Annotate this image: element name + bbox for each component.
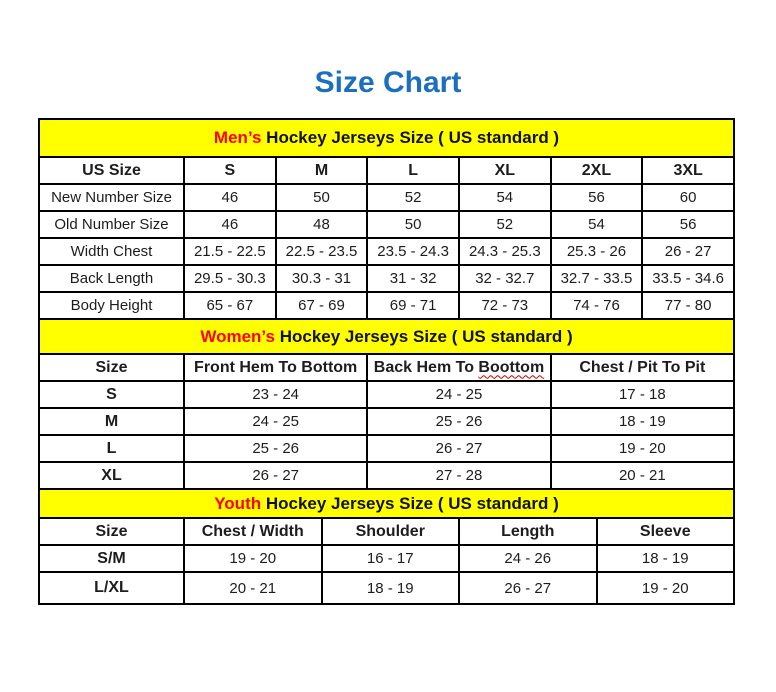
header-row bbox=[39, 518, 734, 545]
table-row bbox=[39, 292, 734, 319]
column-header: XL bbox=[459, 157, 551, 184]
value-cell: 30.3 - 31 bbox=[276, 265, 368, 292]
value-cell: 24 - 25 bbox=[184, 408, 367, 435]
value-cell: 26 - 27 bbox=[642, 238, 734, 265]
womens-banner bbox=[39, 319, 734, 354]
column-header: M bbox=[276, 157, 368, 184]
column-header: Shoulder bbox=[322, 518, 460, 545]
column-header: Chest / Pit To Pit bbox=[551, 354, 734, 381]
table-row bbox=[39, 265, 734, 292]
banner-text: Hockey Jerseys Size ( US standard ) bbox=[261, 493, 559, 513]
value-cell: 46 bbox=[184, 211, 276, 238]
banner-row bbox=[39, 319, 734, 354]
column-header: Sleeve bbox=[597, 518, 735, 545]
table-row bbox=[39, 435, 734, 462]
youth-banner bbox=[39, 489, 734, 518]
value-cell: 54 bbox=[459, 184, 551, 211]
table-row bbox=[39, 462, 734, 489]
column-header: 3XL bbox=[642, 157, 734, 184]
value-cell: 54 bbox=[551, 211, 643, 238]
row-label: New Number Size bbox=[39, 184, 184, 211]
value-cell: 18 - 19 bbox=[597, 545, 735, 572]
banner-highlight: Women’s bbox=[200, 326, 275, 346]
row-label: L bbox=[39, 435, 184, 462]
value-cell: 48 bbox=[276, 211, 368, 238]
column-header: Chest / Width bbox=[184, 518, 322, 545]
value-cell: 72 - 73 bbox=[459, 292, 551, 319]
value-cell: 26 - 27 bbox=[459, 572, 597, 604]
value-cell: 18 - 19 bbox=[322, 572, 460, 604]
table-row bbox=[39, 572, 734, 604]
value-cell: 19 - 20 bbox=[551, 435, 734, 462]
banner-highlight: Men’s bbox=[213, 128, 262, 147]
womens-table bbox=[38, 318, 735, 490]
row-label: S bbox=[39, 381, 184, 408]
column-header: L bbox=[367, 157, 459, 184]
value-cell: 22.5 - 23.5 bbox=[276, 238, 368, 265]
banner-highlight: Youth bbox=[214, 493, 262, 513]
value-cell: 20 - 21 bbox=[184, 572, 322, 604]
value-cell: 29.5 - 30.3 bbox=[184, 265, 276, 292]
value-cell: 23 - 24 bbox=[184, 381, 367, 408]
column-header: Back Hem To Boottom bbox=[367, 354, 550, 381]
value-cell: 24 - 25 bbox=[367, 381, 550, 408]
table-row bbox=[39, 545, 734, 572]
header-row bbox=[39, 354, 734, 381]
value-cell: 50 bbox=[367, 211, 459, 238]
youth-table bbox=[38, 488, 735, 605]
row-label: L/XL bbox=[39, 572, 184, 604]
value-cell: 20 - 21 bbox=[551, 462, 734, 489]
value-cell: 19 - 20 bbox=[597, 572, 735, 604]
column-header: US Size bbox=[39, 157, 184, 184]
value-cell: 60 bbox=[642, 184, 734, 211]
value-cell: 46 bbox=[184, 184, 276, 211]
value-cell: 32 - 32.7 bbox=[459, 265, 551, 292]
page-title: Size Chart bbox=[314, 66, 462, 99]
banner-text: Hockey Jerseys Size ( US standard ) bbox=[274, 326, 573, 346]
value-cell: 33.5 - 34.6 bbox=[642, 265, 734, 292]
value-cell: 32.7 - 33.5 bbox=[551, 265, 643, 292]
row-label: Back Length bbox=[39, 265, 184, 292]
column-header: Length bbox=[459, 518, 597, 545]
column-header: Size bbox=[39, 354, 184, 381]
column-header: Size bbox=[39, 518, 184, 545]
row-label: S/M bbox=[39, 545, 184, 572]
table-row bbox=[39, 408, 734, 435]
mens-banner bbox=[39, 119, 734, 157]
banner-row bbox=[39, 489, 734, 518]
value-cell: 18 - 19 bbox=[551, 408, 734, 435]
value-cell: 31 - 32 bbox=[367, 265, 459, 292]
row-label: Old Number Size bbox=[39, 211, 184, 238]
value-cell: 52 bbox=[459, 211, 551, 238]
value-cell: 25 - 26 bbox=[184, 435, 367, 462]
value-cell: 16 - 17 bbox=[322, 545, 460, 572]
value-cell: 56 bbox=[642, 211, 734, 238]
banner-row bbox=[39, 119, 734, 157]
value-cell: 19 - 20 bbox=[184, 545, 322, 572]
row-label: XL bbox=[39, 462, 184, 489]
value-cell: 69 - 71 bbox=[367, 292, 459, 319]
table-row bbox=[39, 211, 734, 238]
value-cell: 26 - 27 bbox=[367, 435, 550, 462]
column-header: S bbox=[184, 157, 276, 184]
value-cell: 21.5 - 22.5 bbox=[184, 238, 276, 265]
value-cell: 74 - 76 bbox=[551, 292, 643, 319]
value-cell: 67 - 69 bbox=[276, 292, 368, 319]
value-cell: 77 - 80 bbox=[642, 292, 734, 319]
value-cell: 56 bbox=[551, 184, 643, 211]
value-cell: 24.3 - 25.3 bbox=[459, 238, 551, 265]
row-label: Width Chest bbox=[39, 238, 184, 265]
value-cell: 27 - 28 bbox=[367, 462, 550, 489]
row-label: Body Height bbox=[39, 292, 184, 319]
column-header: Front Hem To Bottom bbox=[184, 354, 367, 381]
youth-size-section bbox=[38, 488, 735, 605]
value-cell: 23.5 - 24.3 bbox=[367, 238, 459, 265]
row-label: M bbox=[39, 408, 184, 435]
table-row bbox=[39, 381, 734, 408]
table-row bbox=[39, 238, 734, 265]
womens-size-section bbox=[38, 318, 735, 490]
value-cell: 24 - 26 bbox=[459, 545, 597, 572]
value-cell: 52 bbox=[367, 184, 459, 211]
misspelled-word: Boottom bbox=[478, 358, 545, 376]
table-row bbox=[39, 184, 734, 211]
value-cell: 26 - 27 bbox=[184, 462, 367, 489]
value-cell: 25 - 26 bbox=[367, 408, 550, 435]
mens-table bbox=[38, 118, 735, 320]
size-tables-container bbox=[38, 118, 735, 605]
value-cell: 65 - 67 bbox=[184, 292, 276, 319]
value-cell: 25.3 - 26 bbox=[551, 238, 643, 265]
header-row bbox=[39, 157, 734, 184]
banner-text: Hockey Jerseys Size ( US standard ) bbox=[261, 128, 560, 147]
column-header: 2XL bbox=[551, 157, 643, 184]
mens-size-section bbox=[38, 118, 735, 320]
value-cell: 50 bbox=[276, 184, 368, 211]
value-cell: 17 - 18 bbox=[551, 381, 734, 408]
